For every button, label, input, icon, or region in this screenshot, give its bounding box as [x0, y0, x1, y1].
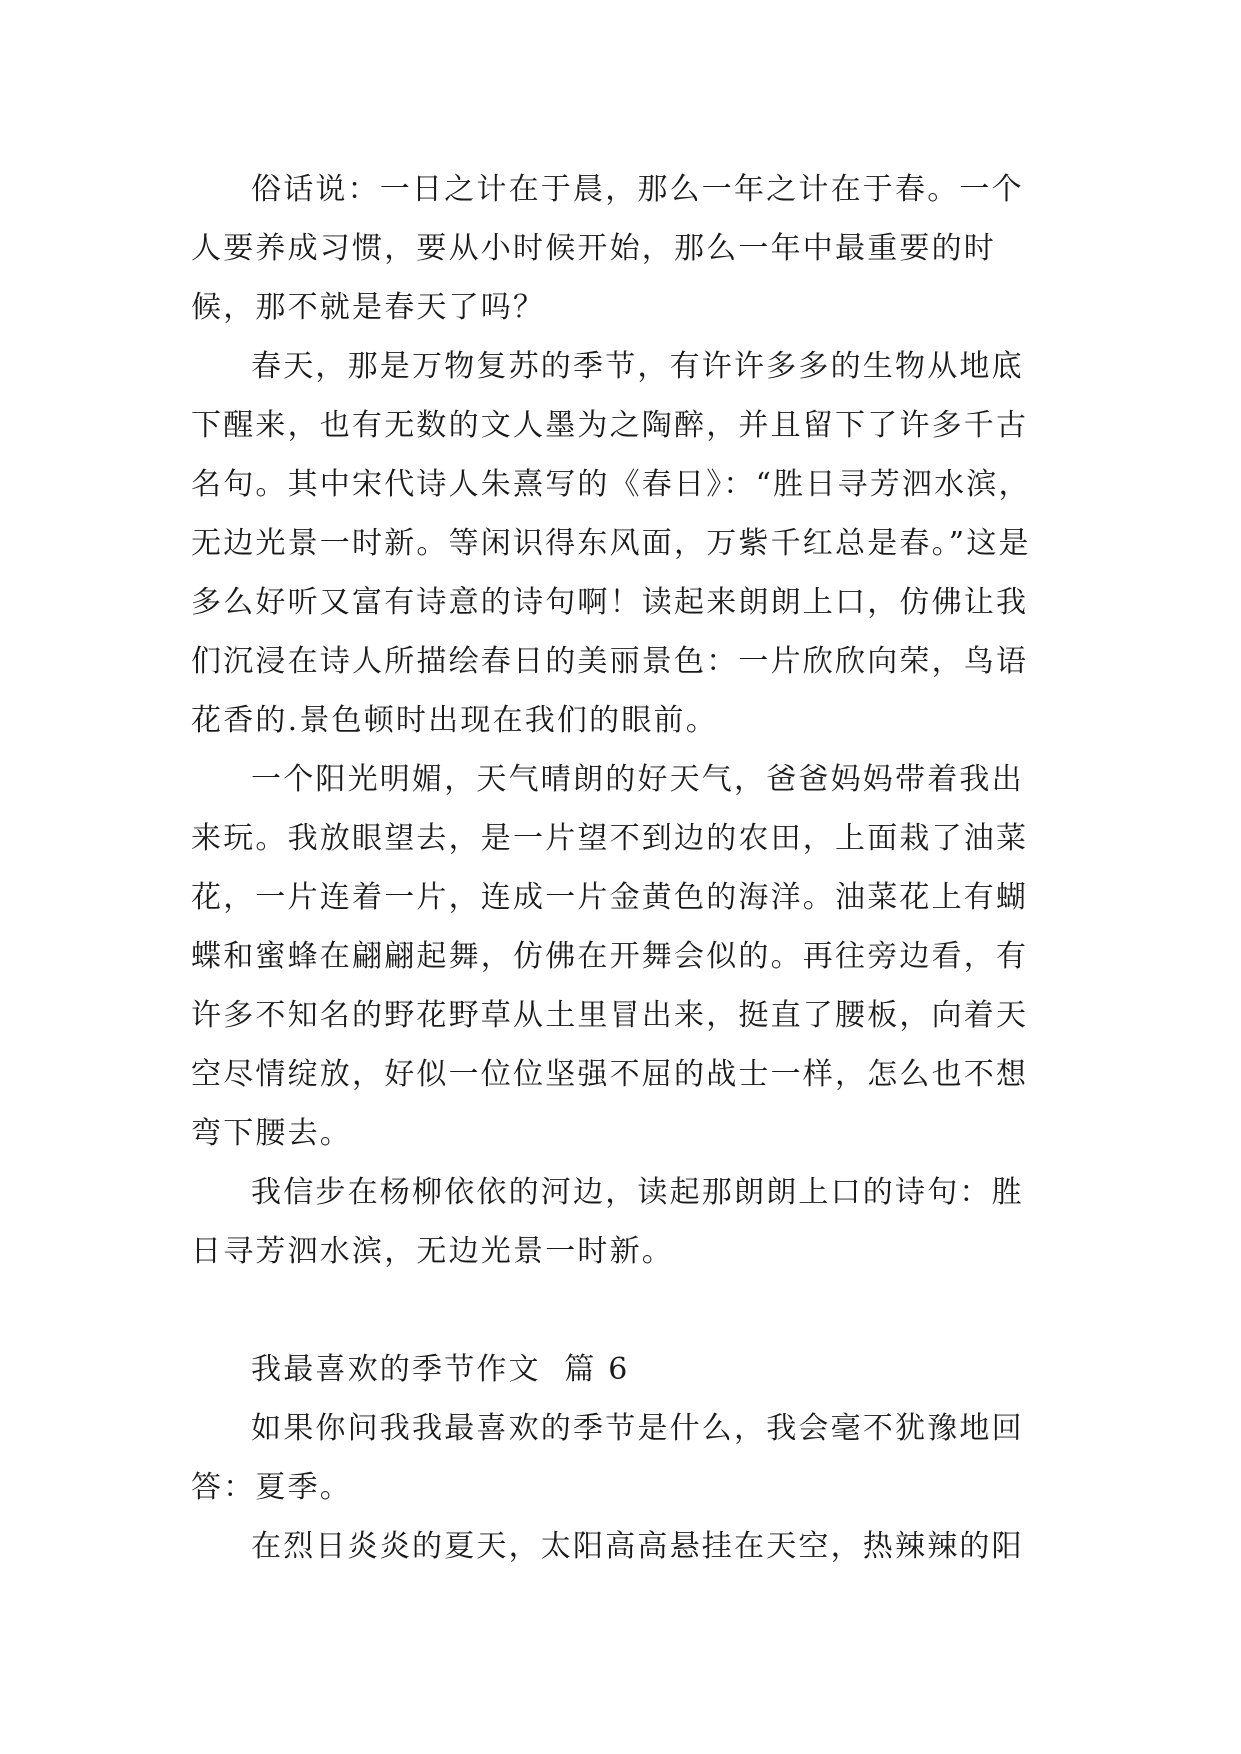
document-body [191, 160, 1051, 1576]
paragraph-summer-answer: 如果你问我我最喜欢的季节是什么，我会毫不犹豫地回答：夏季。 [191, 1411, 1024, 1505]
section-divider-space [191, 1281, 1051, 1340]
paragraph-riverside: 我信步在杨柳依依的河边，读起那朗朗上口的诗句：胜日寻芳泗水滨，无边光景一时新。 [191, 1175, 1024, 1269]
paragraph-spring-poem: 春天，那是万物复苏的季节，有许许多多的生物从地底下醒来，也有无数的文人墨为之陶醉，并且留下了许多千古名句。其中宋代诗人朱熹写的《春日》：“胜日寻芳泗水滨，无边光景一时新。等闲识得东风面，万紫千红总是春。”这是多么好听又富有诗意的诗句啊！读起来朗朗上口，仿佛让我们沉浸在诗人所描绘春日的美丽景色：一片欣欣向荣，鸟语花香的.景色顿时出现在我们的眼前。 [191, 349, 1031, 738]
essay-heading: 我最喜欢的季节作文 篇 6 [251, 1352, 630, 1387]
paragraph-spring-outing: 一个阳光明媚，天气晴朗的好天气，爸爸妈妈带着我出来玩。我放眼望去，是一片望不到边的农田，上面栽了油菜花，一片连着一片，连成一片金黄色的海洋。油菜花上有蝴蝶和蜜蜂在翩翩起舞，仿佛在开舞会似的。再往旁边看，有许多不知名的野花野草从土里冒出来，挺直了腰板，向着天空尽情绽放，好似一位位坚强不屈的战士一样，怎么也不想弯下腰去。 [191, 762, 1029, 1151]
paragraph-summer-sun: 在烈日炎炎的夏天，太阳高高悬挂在天空，热辣辣的阳 [251, 1529, 1024, 1564]
paragraph-spring-proverb: 俗话说：一日之计在于晨，那么一年之计在于春。一个人要养成习惯，要从小时候开始，那么一年中最重要的时候，那不就是春天了吗？ [191, 172, 1024, 325]
